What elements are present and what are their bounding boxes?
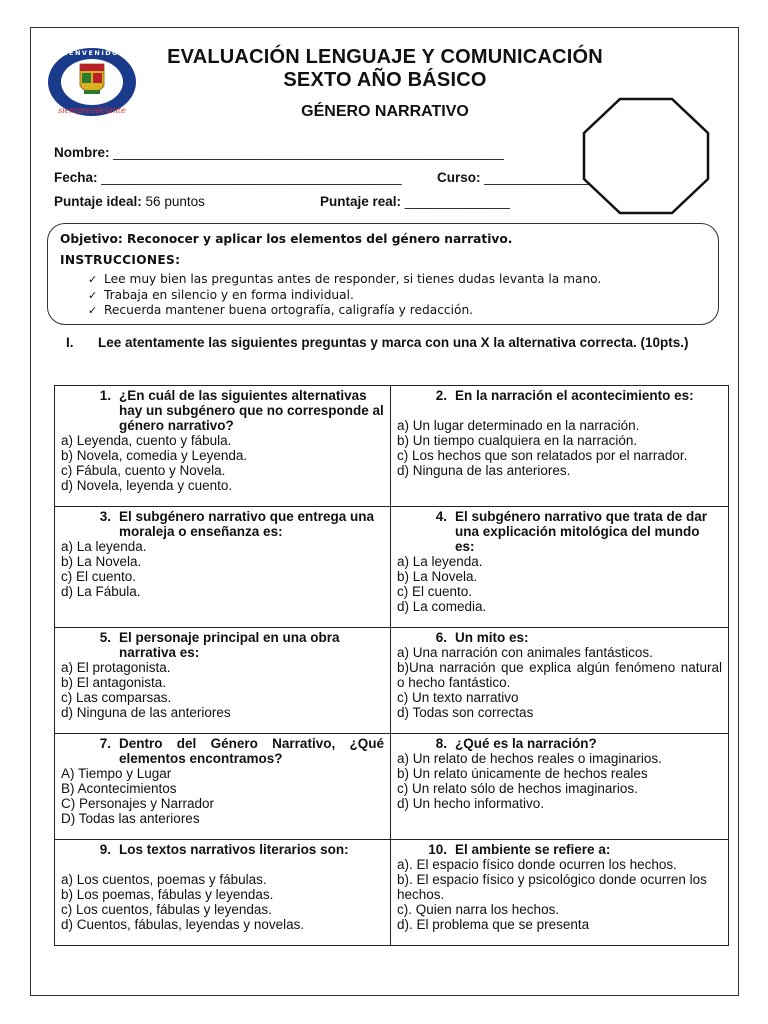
answer-option[interactable]: d) Cuentos, fábulas, leyendas y novelas. (61, 917, 305, 932)
curso-line: ______________ (484, 170, 590, 185)
answer-option[interactable]: d) Ninguna de las anteriores (61, 705, 231, 720)
question-text: ¿En cuál de las siguientes alternativas hay un subgénero que no corresponde al género narrativo? (119, 388, 384, 433)
answer-option[interactable]: a). El espacio físico donde ocurren los hechos. (397, 857, 677, 872)
answer-option[interactable]: A) Tiempo y Lugar (61, 766, 172, 781)
nombre-line: ____________________________________________________ (113, 145, 504, 160)
question-cell: 9. Los textos narrativos literarios son: a) Los cuentos, poemas y fábulas. b) Los poemas, fábulas y leyendas. c) Los cuentos, fábulas y leyendas. d) Cuentos, fábulas, leyendas y novelas. (55, 840, 391, 946)
answer-option[interactable]: b) La Novela. (397, 569, 478, 584)
answer-option[interactable]: B) Acontecimientos (61, 781, 177, 796)
question-text: El subgénero narrativo que trata de dar una explicación mitológica del mundo es: (455, 509, 708, 554)
question-cell: 7. Dentro del Género Narrativo, ¿Qué elementos encontramos? A) Tiempo y Lugar B) Acontecimientos C) Personajes y Narrador D) Todas las anteriores (55, 734, 391, 840)
answer-option[interactable]: a) Una narración con animales fantásticos. (397, 645, 653, 660)
answer-option[interactable]: a) Un relato de hechos reales o imaginarios. (397, 751, 662, 766)
answer-option[interactable]: b). El espacio físico y psicológico donde ocurren los hechos. (397, 872, 707, 902)
answer-option[interactable]: c) El cuento. (397, 584, 473, 599)
curso-field[interactable] (437, 170, 589, 185)
answer-option[interactable]: c) Los hechos que son relatados por el narrador. (397, 448, 688, 463)
answer-option[interactable]: c) Las comparsas. (61, 690, 172, 705)
question-cell: 10. El ambiente se refiere a: a). El espacio físico donde ocurren los hechos. b). El espacio físico y psicológico donde ocurren los hechos. c). Quien narra los hechos. d). El problema que se presenta (391, 840, 729, 946)
answer-option[interactable]: b)Una narración que explica algún fenómeno natural o hecho fantástico. (397, 660, 722, 690)
answer-option[interactable]: a) Los cuentos, poemas y fábulas. (61, 872, 267, 887)
question-text: En la narración el acontecimiento es: (455, 388, 694, 403)
answer-option[interactable]: c) Fábula, cuento y Novela. (61, 463, 226, 478)
puntaje-real-label: Puntaje real: (320, 194, 402, 209)
grade-octagon (582, 97, 710, 215)
answer-option[interactable]: a) El protagonista. (61, 660, 171, 675)
nombre-label: Nombre: (54, 145, 110, 160)
question-text: El personaje principal en una obra narrativa es: (119, 630, 340, 660)
title-line-2: SEXTO AÑO BÁSICO (283, 69, 487, 91)
answer-option[interactable]: d) Novela, leyenda y cuento. (61, 478, 233, 493)
instructions-box (47, 223, 719, 325)
instruction-item: ✓ Recuerda mantener buena ortografía, caligrafía y redacción. (88, 303, 474, 317)
title-line-1: EVALUACIÓN LENGUAJE Y COMUNICACIÓN (167, 46, 603, 68)
instructions-list (88, 272, 601, 319)
puntaje-ideal (54, 194, 205, 209)
objetivo-text: Objetivo: Reconocer y aplicar los elementos del género narrativo. (60, 232, 513, 246)
question-text: Los textos narrativos literarios son: (119, 842, 349, 857)
answer-option[interactable]: d) Un hecho informativo. (397, 796, 545, 811)
question-text: Un mito es: (455, 630, 529, 645)
question-cell: 1. ¿En cuál de las siguientes alternativas hay un subgénero que no corresponde al género narrativo? a) Leyenda, cuento y fábula. b) Novela, comedia y Leyenda. c) Fábula, cuento y Novela. d) Novela, leyenda y cuento. (55, 386, 391, 507)
instruction-item: ✓ Trabaja en silencio y en forma individual. (88, 287, 354, 302)
fecha-line: ________________________________________ (101, 170, 402, 185)
puntaje-ideal-label: Puntaje ideal: (54, 194, 142, 209)
puntaje-real-line: ______________ (404, 194, 510, 209)
answer-option[interactable]: a) Leyenda, cuento y fábula. (61, 433, 232, 448)
question-cell: 4. El subgénero narrativo que trata de dar una explicación mitológica del mundo es: a) La leyenda. b) La Novela. c) El cuento. d) La comedia. (391, 507, 729, 628)
answer-option[interactable]: c) Un texto narrativo (397, 690, 519, 705)
curso-label: Curso: (437, 170, 481, 185)
answer-option[interactable]: a) La leyenda. (397, 554, 483, 569)
checkmark-icon: ✓ (88, 273, 98, 286)
instruction-item: ✓ Lee muy bien las preguntas antes de responder, si tienes dudas levanta la mano. (88, 272, 602, 286)
nombre-field[interactable] (54, 145, 504, 160)
question-text: ¿Qué es la narración? (455, 736, 597, 751)
questions-table (54, 385, 729, 946)
question-cell: 8. ¿Qué es la narración? a) Un relato de hechos reales o imaginarios. b) Un relato únicamente de hechos reales c) Un relato sólo de hechos imaginarios. d) Un hecho informativo. (391, 734, 729, 840)
answer-option[interactable]: d) La Fábula. (61, 584, 141, 599)
answer-option[interactable]: b) Novela, comedia y Leyenda. (61, 448, 248, 463)
section-number: I. (66, 335, 74, 350)
answer-option[interactable]: d) Ninguna de las anteriores. (397, 463, 571, 478)
logo-top-text: BIENVENIDOS (58, 49, 126, 57)
answer-option[interactable]: C) Personajes y Narrador (61, 796, 215, 811)
answer-option[interactable]: c). Quien narra los hechos. (397, 902, 560, 917)
logo-bottom-text: siempreadelante (58, 106, 126, 115)
answer-option[interactable]: c) Los cuentos, fábulas y leyendas. (61, 902, 272, 917)
question-cell: 3. El subgénero narrativo que entrega una moraleja o enseñanza es: a) La leyenda. b) La Novela. c) El cuento. d) La Fábula. (55, 507, 391, 628)
answer-option[interactable]: b) Los poemas, fábulas y leyendas. (61, 887, 274, 902)
question-cell: 6. Un mito es: a) Una narración con animales fantásticos. b)Una narración que explica algún fenómeno natural o hecho fantástico. c) Un texto narrativo d) Todas son correctas (391, 628, 729, 734)
question-cell: 2. En la narración el acontecimiento es: a) Un lugar determinado en la narración. b) Un tiempo cualquiera en la narración. c) Los hechos que son relatados por el narrador. d) Ninguna de las anteriores. (391, 386, 729, 507)
subtitle: GÉNERO NARRATIVO (301, 103, 469, 120)
section-text: Lee atentamente las siguientes preguntas y marca con una X la alternativa correcta. (10pts.) (98, 335, 689, 350)
answer-option[interactable]: b) Un relato únicamente de hechos reales (397, 766, 648, 781)
puntaje-ideal-value: 56 puntos (145, 194, 205, 209)
checkmark-icon: ✓ (88, 304, 98, 317)
question-cell: 5. El personaje principal en una obra narrativa es: a) El protagonista. b) El antagonista. c) Las comparsas. d) Ninguna de las anteriores (55, 628, 391, 734)
fecha-field[interactable] (54, 170, 402, 185)
answer-option[interactable]: b) La Novela. (61, 554, 142, 569)
answer-option[interactable]: d) Todas son correctas (397, 705, 534, 720)
school-logo (46, 46, 138, 118)
answer-option[interactable]: b) El antagonista. (61, 675, 167, 690)
question-text: El subgénero narrativo que entrega una moraleja o enseñanza es: (119, 509, 375, 539)
answer-option (61, 857, 384, 872)
fecha-label: Fecha: (54, 170, 98, 185)
answer-option[interactable]: a) La leyenda. (61, 539, 147, 554)
question-text: Dentro del Género Narrativo, ¿Qué elementos encontramos? (119, 736, 384, 766)
answer-option[interactable]: c) Un relato sólo de hechos imaginarios. (397, 781, 638, 796)
answer-option[interactable]: a) Un lugar determinado en la narración. (397, 418, 640, 433)
answer-option[interactable]: D) Todas las anteriores (61, 811, 200, 826)
checkmark-icon: ✓ (88, 288, 98, 302)
answer-option[interactable]: c) El cuento. (61, 569, 137, 584)
answer-option[interactable]: d) La comedia. (397, 599, 487, 614)
question-text: El ambiente se refiere a: (455, 842, 611, 857)
answer-option[interactable]: d). El problema que se presenta (397, 917, 590, 932)
puntaje-real-field[interactable] (320, 194, 510, 209)
instrucciones-heading: INSTRUCCIONES: (60, 253, 181, 267)
answer-option[interactable]: b) Un tiempo cualquiera en la narración. (397, 433, 638, 448)
